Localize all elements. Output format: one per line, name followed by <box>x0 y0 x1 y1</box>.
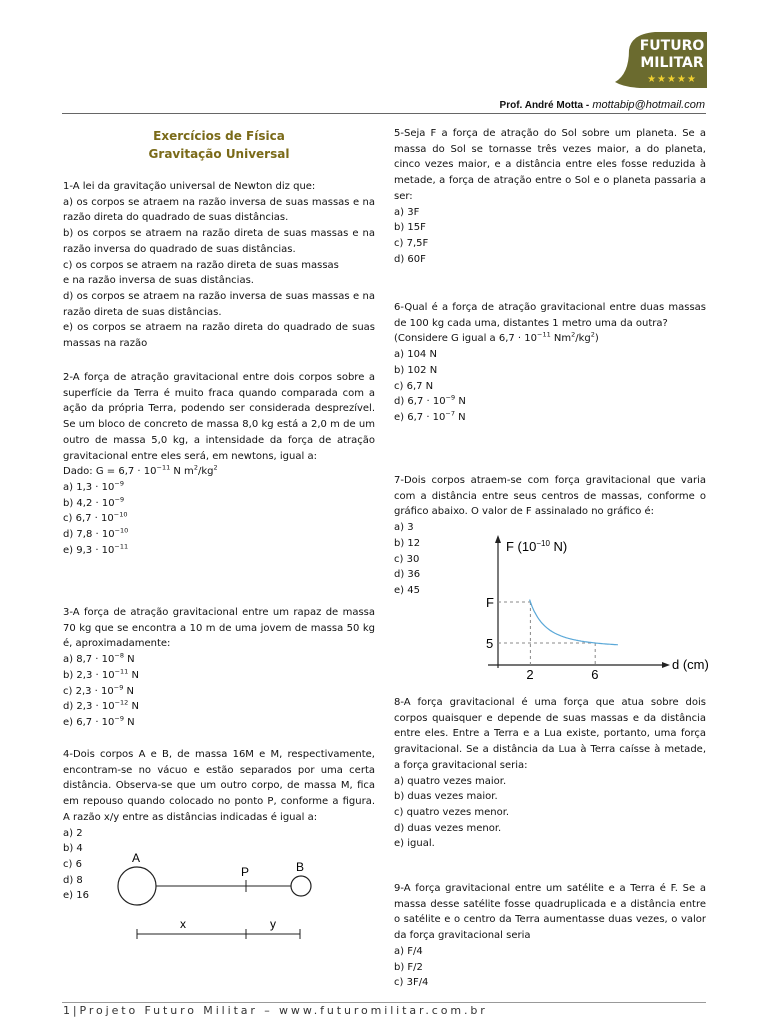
q2-option-d: d) $7,8 \cdot 10^{-10}$ <box>63 526 129 541</box>
q3-option-e: e) $6,7 \cdot 10^{-9}$ N <box>63 714 135 728</box>
q8-stem: 8-A força gravitacional é uma força que atua sobre dois corpos quaisquer e depende de suas massas e da distância entre eles. Entre a Terra e a Lua existe, portanto, uma força gravitacional. Se a distância da Lua à Terra caísse à metade, a força gravitacional seria: <box>394 697 706 771</box>
question-2 <box>63 370 375 558</box>
q7-option-c: c) 30 <box>394 553 420 565</box>
q6-option-a: a) 104 N <box>394 349 437 361</box>
q8-option-b: b) duas vezes maior. <box>394 791 498 803</box>
y-tick-label-f: F <box>486 595 494 610</box>
q5-option-b: b) 15F <box>394 222 426 234</box>
q4-option-d: d) 8 <box>63 874 83 886</box>
q6-option-c: c) 6,7 N <box>394 380 434 392</box>
q2-option-b: b) $4,2 \cdot 10^{-9}$ <box>63 495 125 509</box>
q8-option-c: c) quatro vezes menor. <box>394 806 510 818</box>
q1-option-c-1: c) os corpos se atraem na razão direta de suas massas <box>63 259 339 271</box>
y-tick-label-5: 5 <box>486 636 494 651</box>
q3-option-d: d) $2,3 \cdot 10^{-12}$ N <box>63 698 139 713</box>
body-b-label: B <box>296 860 305 874</box>
y-axis-label: F ($10^{-10}$ N) <box>506 539 568 554</box>
q7-option-d: d) 36 <box>394 569 421 581</box>
q5-stem: 5-Seja F a força de atração do Sol sobre um planeta. Se a massa do Sol se tornasse três vezes maior, a do planeta, cinco vezes maior, e a distância entre eles fosse reduzida à metade, a força de atração entre o Sol e o planeta passaria a ser: <box>394 128 706 202</box>
x-axis-arrow <box>662 662 670 668</box>
q3-option-a: a) $8,7 \cdot 10^{-8}$ N <box>63 651 135 666</box>
body-a-label: A <box>132 851 141 865</box>
q1-stem: 1-A lei da gravitação universal de Newton diz que: <box>63 181 316 192</box>
q2-option-e: e) $9,3 \cdot 10^{-11}$ <box>63 542 129 556</box>
author-name: Prof. André Motta - <box>499 100 590 111</box>
body-a-circle <box>118 867 156 905</box>
logo-stars: ★★★★★ <box>647 74 697 85</box>
q1-option-a: a) os corpos se atraem na razão inversa de suas massas e na razão direta do quadrado de suas distâncias. <box>63 196 375 224</box>
q6-option-d: d) $6,7 \cdot 10^{-9}$ N <box>394 393 466 408</box>
q2-given: Dado: $G = 6,7 \cdot 10^{-11}$ N $m^2/kg^2$ <box>63 463 218 478</box>
distance-x-label: x <box>180 917 186 931</box>
author-email: mottabip@hotmail.com <box>592 99 705 111</box>
q5-option-a: a) 3F <box>394 206 420 218</box>
logo-text: FUTURO MILITAR <box>639 38 705 71</box>
question-9 <box>394 881 706 991</box>
q6-option-b: b) 102 N <box>394 364 438 376</box>
q4-stem: 4-Dois corpos A e B, de massa 16M e M, respectivamente, encontram-se no vácuo e estão separados por uma certa distância. Observa-se que um outro corpo, de massa M, fica em repouso quando colocado no ponto P, conforme a figura. A razão x/y entre as distâncias indicadas é igual a: <box>63 749 375 823</box>
distance-y-label: y <box>270 917 276 931</box>
q7-option-a: a) 3 <box>394 522 414 534</box>
question-1 <box>63 179 375 352</box>
q9-option-b: b) F/2 <box>394 961 423 973</box>
q3-option-b: b) $2,3 \cdot 10^{-11}$ N <box>63 667 139 681</box>
q7-option-b: b) 12 <box>394 537 421 549</box>
q1-option-b: b) os corpos se atraem na razão direta de suas massas e na razão inversa do quadrado de suas distâncias. <box>63 228 375 255</box>
author-line <box>500 99 705 111</box>
q2-option-c: c) $6,7 \cdot 10^{-10}$ <box>63 511 128 525</box>
q3-option-c: c) $2,3 \cdot 10^{-9}$ N <box>63 683 135 697</box>
q9-option-a: a) F/4 <box>394 945 423 957</box>
q8-option-e: e) igual. <box>394 838 435 850</box>
page-title <box>63 127 375 163</box>
q6-given: (Considere G igual a $6,7 \cdot 10^{-11}$ $Nm^2/kg^2$) <box>394 331 599 345</box>
q2-stem: 2-A força de atração gravitacional entre dois corpos sobre a superfície da Terra é muito fraca quando comparada com a ação da própria Terra, podendo ser considerada desprezível. Se um bloco de concreto de massa 8,0 kg está a 2,0 m de um outro de massa 5,0 kg, a intensidade da força de atração gravitacional entre eles será, em newtons, igual a: <box>63 372 375 462</box>
q4-figure <box>110 848 320 940</box>
question-3 <box>63 605 375 731</box>
footer: 1|Projeto Futuro Militar – www.futuromilitar.com.br <box>63 1004 488 1017</box>
q4-option-b: b) 4 <box>63 843 83 855</box>
q4-option-c: c) 6 <box>63 858 82 870</box>
q7-stem: 7-Dois corpos atraem-se com força gravitacional que varia com a distância entre seus centros de massas, conforme o gráfico abaixo. O valor de F assinalado no gráfico é: <box>394 475 706 518</box>
q1-option-c-2: e na razão inversa de suas distâncias. <box>63 275 254 287</box>
q4-option-e: e) 16 <box>63 890 89 902</box>
q4-option-a: a) 2 <box>63 827 83 839</box>
force-curve <box>530 600 618 645</box>
question-8 <box>394 695 706 852</box>
title-line-1: Exercícios de Física <box>153 129 285 143</box>
q6-stem: 6-Qual é a força de atração gravitacional entre duas massas de 100 kg cada uma, distantes 1 metro uma da outra? <box>394 302 706 329</box>
q8-option-a: a) quatro vezes maior. <box>394 775 507 787</box>
q1-option-e: e) os corpos se atraem na razão direta do quadrado de suas massas na razão <box>63 322 375 350</box>
q2-option-a: a) $1,3 \cdot 10^{-9}$ <box>63 479 124 493</box>
q7-chart <box>450 530 710 690</box>
logo <box>615 30 707 90</box>
x-tick-label-2: 2 <box>526 667 534 682</box>
q7-option-e: e) 45 <box>394 584 420 596</box>
q9-option-c: c) 3F/4 <box>394 977 429 989</box>
header-divider <box>62 113 706 114</box>
q5-option-d: d) 60F <box>394 253 426 265</box>
q9-stem: 9-A força gravitacional entre um satélite e a Terra é F. Se a massa desse satélite fosse quadruplicada e a distância entre o satélite e o centro da Terra aumentasse duas vezes, o valor da força gravitacional seria <box>394 883 706 942</box>
x-axis-label: d (cm) <box>672 657 709 672</box>
q1-option-d: d) os corpos se atraem na razão inversa de suas massas e na razão direta de suas distâncias. <box>63 290 375 318</box>
q8-option-d: d) duas vezes menor. <box>394 822 502 834</box>
body-b-circle <box>291 876 311 896</box>
footer-divider <box>62 1002 706 1003</box>
point-p-label: P <box>241 865 250 879</box>
title-line-2: Gravitação Universal <box>148 147 290 161</box>
q6-option-e: e) $6,7 \cdot 10^{-7}$ N <box>394 409 466 423</box>
x-tick-label-6: 6 <box>591 667 599 682</box>
question-6 <box>394 300 706 426</box>
question-5 <box>394 126 706 267</box>
q5-option-c: c) 7,5F <box>394 237 429 249</box>
y-axis-arrow <box>495 535 501 543</box>
q3-stem: 3-A força de atração gravitacional entre um rapaz de massa 70 kg que se encontra a 10 m de uma jovem de massa 50 kg é, aproximadamente: <box>63 607 375 650</box>
